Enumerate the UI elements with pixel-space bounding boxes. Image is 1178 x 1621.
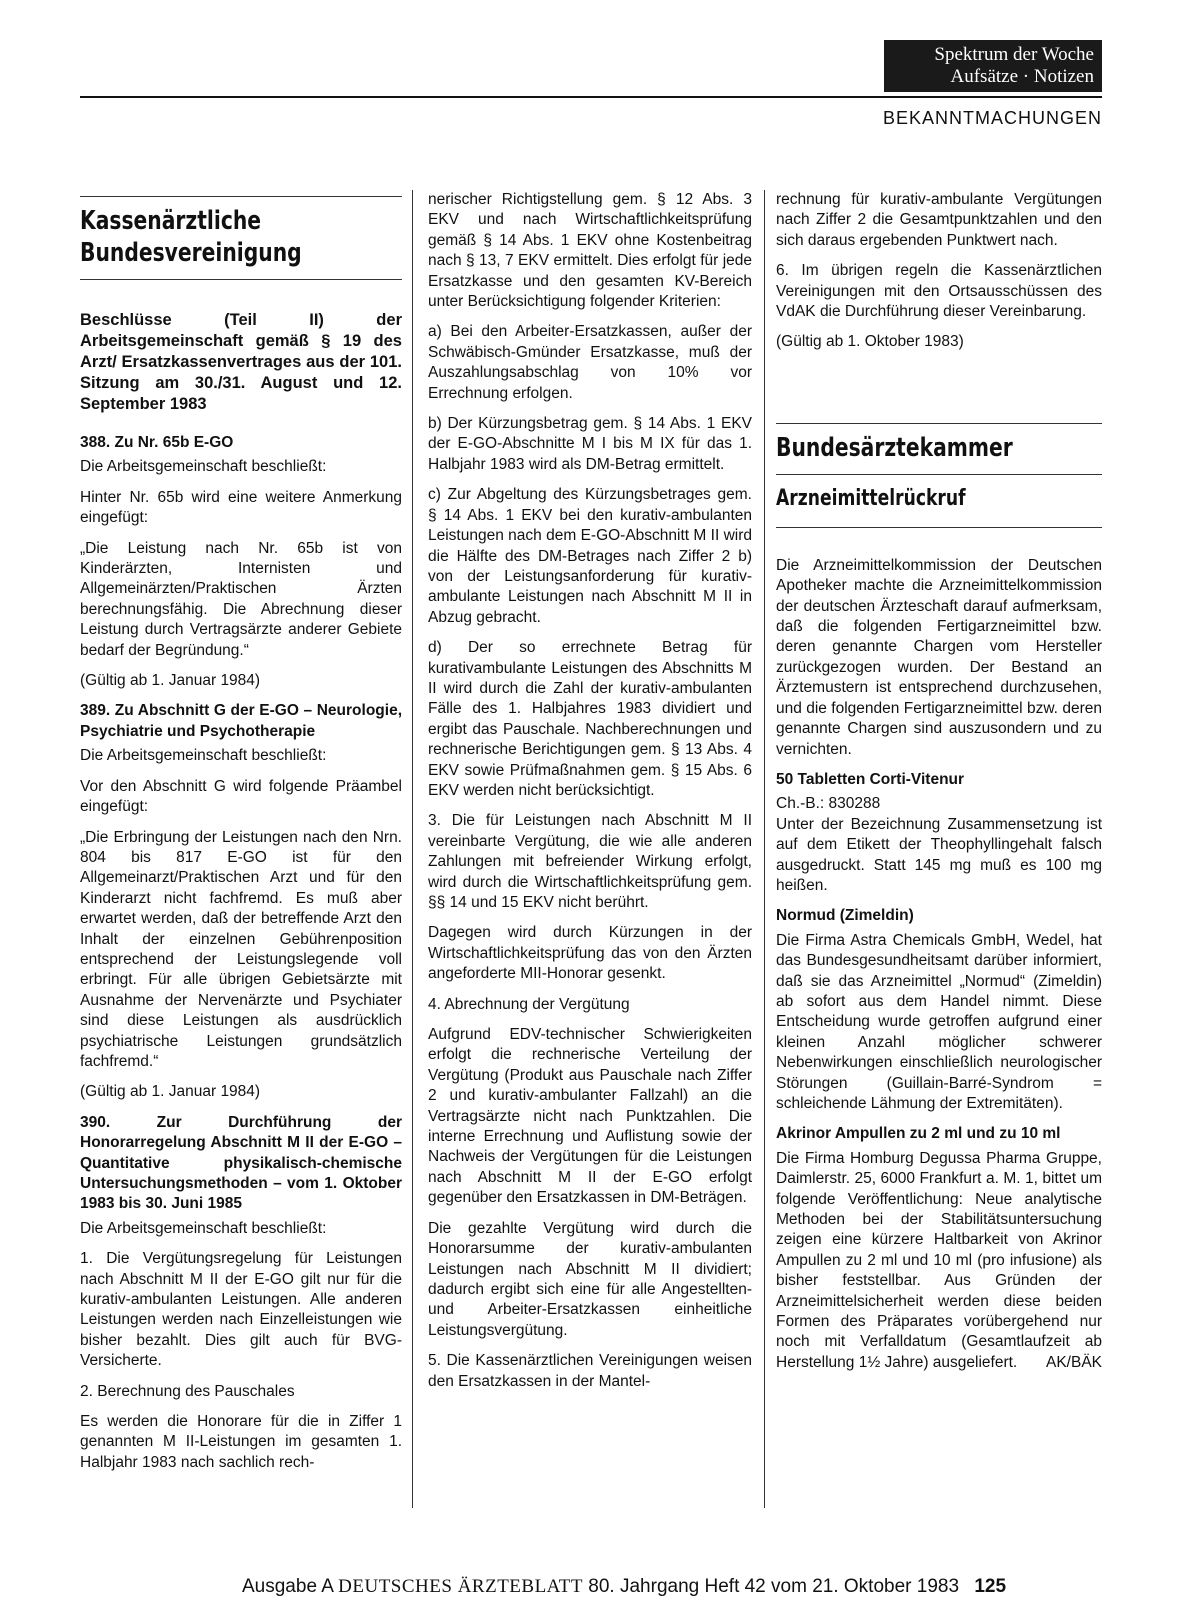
- paragraph: 2. Berechnung des Pauschales: [80, 1382, 295, 1400]
- paragraph: a) Bei den Arbeiter-Ersatzkassen, außer der Schwäbisch-Gmünder Ersatzkasse, muß der Auszahlungsabschlag von 10% vor Errechnung erfolgen.: [428, 323, 752, 402]
- paragraph: nerischer Richtigstellung gem. § 12 Abs. 3 EKV und nach Wirtschaftlichkeitsprüfung gemäß § 14 Abs. 1 EKV ohne Kostenbeitrag nach § 13, 7 EKV ermittelt. Dies erfolgt für jede Ersatzkasse und den gesamten KV-Bereich unter Berücksichtigung folgender Kriterien:: [428, 191, 752, 311]
- item-389-heading: 389. Zu Abschnitt G der E-GO – Neurologie, Psychiatrie und Psychotherapie: [80, 702, 402, 740]
- footer: [242, 1576, 1006, 1598]
- issue-info: 80. Jahrgang Heft 42 vom 21. Oktober 1983: [588, 1576, 960, 1597]
- batch-number: Ch.-B.: 830288: [776, 795, 881, 813]
- paragraph: Die Arbeitsgemeinschaft beschließt:: [80, 1219, 327, 1237]
- header-line-1: Spektrum der Woche: [934, 44, 1094, 65]
- item-388-heading: 388. Zu Nr. 65b E-GO: [80, 434, 234, 451]
- paragraph: 5. Die Kassenärztlichen Vereinigungen weisen den Ersatzkassen in der Mantel-: [428, 1352, 752, 1390]
- quote: „Die Erbringung der Leistungen nach den Nrn. 804 bis 817 E-GO ist für den Allgemeinarzt/Praktischen Arzt und für den Kinderarzt nicht fachfremd. Es muß aber erwartet werden, daß der betreffende Arzt den Inhalt der einzelnen Gebührenposition entsprechend der Leistungslegende voll erbringt. Für alle übrigen Gebietsärzte mit Ausnahme der Nervenärzte und Psychiater sind diese Leistungen als ausdrücklich psychiatrische Leistungen grundsätzlich fachfremd.“: [80, 828, 402, 1070]
- quote: „Die Leistung nach Nr. 65b ist von Kinderärzten, Internisten und Allgemeinärzten/Praktischen Ärzten berechnungsfähig. Die Abrechnung dieser Leistung durch Vertragsärzte anderer Gebiete bedarf der Begründung.“: [80, 539, 402, 659]
- header-line-2: Aufsätze · Notizen: [950, 66, 1094, 87]
- drug-heading-normud: Normud (Zimeldin): [776, 907, 914, 925]
- subsection-title: Arzneimittelrückruf: [776, 485, 966, 511]
- paragraph: Aufgrund EDV-technischer Schwierigkeiten erfolgt die rechnerische Verteilung der Vergütung (Produkt aus Pauschale nach Ziffer 2 und kurativ-ambulanter Fallzahl) an die Vertragsärzte nicht nach Punktzahlen. Die interne Errechnung und Auflistung sowie der Nachweis der Vergütungen für die Leistungen nach Abschnitt M II der E-GO erfolgt gegenüber den Ersatzkassen in DM-Beträgen.: [428, 1026, 752, 1207]
- paragraph: [776, 1149, 1102, 1373]
- paragraph: d) Der so errechnete Betrag für kurativambulante Leistungen des Abschnitts M II wird durch die Zahl der kurativ-ambulanten Fälle des 1. Halbjahres 1983 dividiert und ergibt das Pauschale. Nachberechnungen und rechnerische Berichtigungen gem. § 13 Abs. 4 EKV sowie Prüfmaßnahmen gem. § 15 Abs. 6 EKV werden nicht berücksichtigt.: [428, 639, 752, 799]
- validity-note: (Gültig ab 1. Januar 1984): [80, 672, 261, 690]
- top-rule: [80, 96, 1102, 98]
- org-rule-top: [80, 196, 402, 197]
- column-1: [80, 196, 402, 1483]
- column-divider-1: [412, 190, 413, 1508]
- paragraph: Die Arzneimittelkommission der Deutschen Apotheker machte die Arzneimittelkommission der deutschen Ärzteschaft darauf aufmerksam, daß die folgenden Fertigarzneimittel bzw. deren genannte Chargen vom Hersteller zurückgezogen wurden. Der Bestand an Ärztemustern ist entsprechend durchzusehen, und die folgenden Fertigarzneimittel bzw. deren genannte Chargen sind auszusondern und zu vernichten.: [776, 556, 1102, 758]
- spacer: [776, 363, 1102, 423]
- org-rule-bottom: [776, 474, 1102, 475]
- paragraph: 1. Die Vergütungsregelung für Leistungen nach Abschnitt M II der E-GO gilt nur für die kurativ-ambulanten Leistungen. Alle anderen Leistungen werden nach Einzelleistungen wie bisher bezahlt. Dies gilt auch für BVG-Versicherte.: [80, 1250, 402, 1370]
- paragraph: Die Arbeitsgemeinschaft beschließt:: [80, 747, 327, 765]
- paragraph: Die Firma Astra Chemicals GmbH, Wedel, hat das Bundesgesundheitsamt darüber informiert, daß sie das Arzneimittel „Normud“ (Zimeldin) ab sofort aus dem Handel nimmt. Diese Entscheidung wurde getroffen aufgrund einer kleinen Anzahl möglicher schwerer Nebenwirkungen einschließlich neurologischer Störungen (Guillain-Barré-Syndrom = schleichende Lähmung der Extremitäten).: [776, 931, 1102, 1112]
- column-2: [428, 190, 752, 1402]
- org-rule-bottom: [80, 279, 402, 280]
- section-header-box: [884, 40, 1102, 92]
- paragraph: 3. Die für Leistungen nach Abschnitt M II vereinbarte Vergütung, die wie alle anderen Zahlungen mit befreiender Wirkung erfolgt, wird durch die Wirtschaftlichkeitsprüfung gem. §§ 14 und 15 EKV nicht berührt.: [428, 812, 752, 911]
- paragraph: Dagegen wird durch Kürzungen in der Wirtschaftlichkeitsprüfung das von den Ärzten angeforderte MII-Honorar gesenkt.: [428, 924, 752, 983]
- org-title-line-1: Kassenärztliche: [80, 206, 262, 236]
- paragraph: c) Zur Abgeltung des Kürzungsbetrages gem. § 14 Abs. 1 EKV bei den kurativ-ambulanten Leistungen nach dem E-GO-Abschnitt M II wird die Hälfte des DM-Betrages nach Ziffer 2 b) von der Leistungsanforderung für kurativ-ambulante Leistungen nach Abschnitt M II in Abzug gebracht.: [428, 486, 752, 626]
- spacer: [776, 528, 1102, 556]
- page-number: 125: [974, 1576, 1007, 1597]
- validity-note: (Gültig ab 1. Januar 1984): [80, 1083, 261, 1101]
- drug-heading-akrinor: Akrinor Ampullen zu 2 ml und zu 10 ml: [776, 1125, 1061, 1143]
- org-title-baek: Bundesärztekammer: [776, 432, 1013, 463]
- item-390-heading: 390. Zur Durchführung der Honorarregelung Abschnitt M II der E-GO – Quantitative physikalisch-chemische Untersuchungsmethoden – vom 1. Oktober 1983 bis 30. Juni 1985: [80, 1113, 402, 1213]
- column-3: [776, 190, 1102, 1383]
- org-title-line-2: Bundesvereinigung: [80, 238, 302, 268]
- org-title-kbv: [80, 205, 331, 269]
- column-divider-2: [764, 190, 765, 1508]
- validity-note: (Gültig ab 1. Oktober 1983): [776, 333, 964, 351]
- section-label: BEKANNTMACHUNGEN: [882, 108, 1102, 128]
- paragraph: b) Der Kürzungsbetrag gem. § 14 Abs. 1 EKV der E-GO-Abschnitte M I bis M IX für das 1. Halbjahr 1983 wird als DM-Betrag ermittelt.: [428, 415, 752, 473]
- paragraph: 6. Im übrigen regeln die Kassenärztlichen Vereinigungen mit den Ortsausschüssen des VdAK die Durchführung dieser Vereinbarung.: [776, 262, 1102, 321]
- lead-heading: Beschlüsse (Teil II) der Arbeitsgemeinschaft gemäß § 19 des Arzt/ Ersatzkassenvertrages aus der 101. Sitzung am 30./31. August und 12. September 1983: [80, 311, 402, 413]
- paragraph: Unter der Bezeichnung Zusammensetzung ist auf dem Etikett der Theophyllingehalt falsch ausgedruckt. Statt 145 mg muß es 100 mg heißen.: [776, 815, 1102, 894]
- akrinor-text: Die Firma Homburg Degussa Pharma Gruppe, Daimlerstr. 25, 6000 Frankfurt a. M. 1, bittet um folgende Veröffentlichung: Neue analytische Methoden bei der Stabilitätsuntersuchung zeigen eine kürzere Haltbarkeit von Akrinor Ampullen zu 2 ml und 10 ml (pro infusione) als bisher feststellbar. Aus Gründen der Arzneimittelsicherheit werden diese beiden Formen des Präparates vorübergehend nur noch mit Verfalldatum (Gesamtlaufzeit ab Herstellung 1½ Jahre) ausgeliefert.: [776, 1149, 1102, 1371]
- paragraph: Die Arbeitsgemeinschaft beschließt:: [80, 458, 327, 476]
- paragraph: 4. Abrechnung der Vergütung: [428, 995, 630, 1013]
- org-rule-top: [776, 423, 1102, 424]
- drug-heading-corti-vitenur: 50 Tabletten Corti-Vitenur: [776, 770, 965, 788]
- signature: AK/BÄK: [1046, 1353, 1102, 1371]
- paragraph: Vor den Abschnitt G wird folgende Präambel eingefügt:: [80, 777, 402, 816]
- paragraph: Hinter Nr. 65b wird eine weitere Anmerkung eingefügt:: [80, 488, 402, 527]
- edition: Ausgabe A: [242, 1576, 333, 1597]
- paragraph: rechnung für kurativ-ambulante Vergütungen nach Ziffer 2 die Gesamtpunktzahlen und den sich daraus ergebenden Punktwert nach.: [776, 191, 1102, 249]
- paragraph: Es werden die Honorare für die in Ziffer 1 genannten M II-Leistungen im gesamten 1. Halbjahr 1983 nach sachlich rech-: [80, 1413, 402, 1471]
- magazine-name: DEUTSCHES ÄRZTEBLATT: [338, 1576, 584, 1597]
- paragraph: Die gezahlte Vergütung wird durch die Honorarsumme der kurativ-ambulanten Leistungen nach Abschnitt M II dividiert; dadurch ergibt sich eine für alle Angestellten- und Arbeiter-Ersatzkassen einheitliche Leistungsvergütung.: [428, 1219, 752, 1339]
